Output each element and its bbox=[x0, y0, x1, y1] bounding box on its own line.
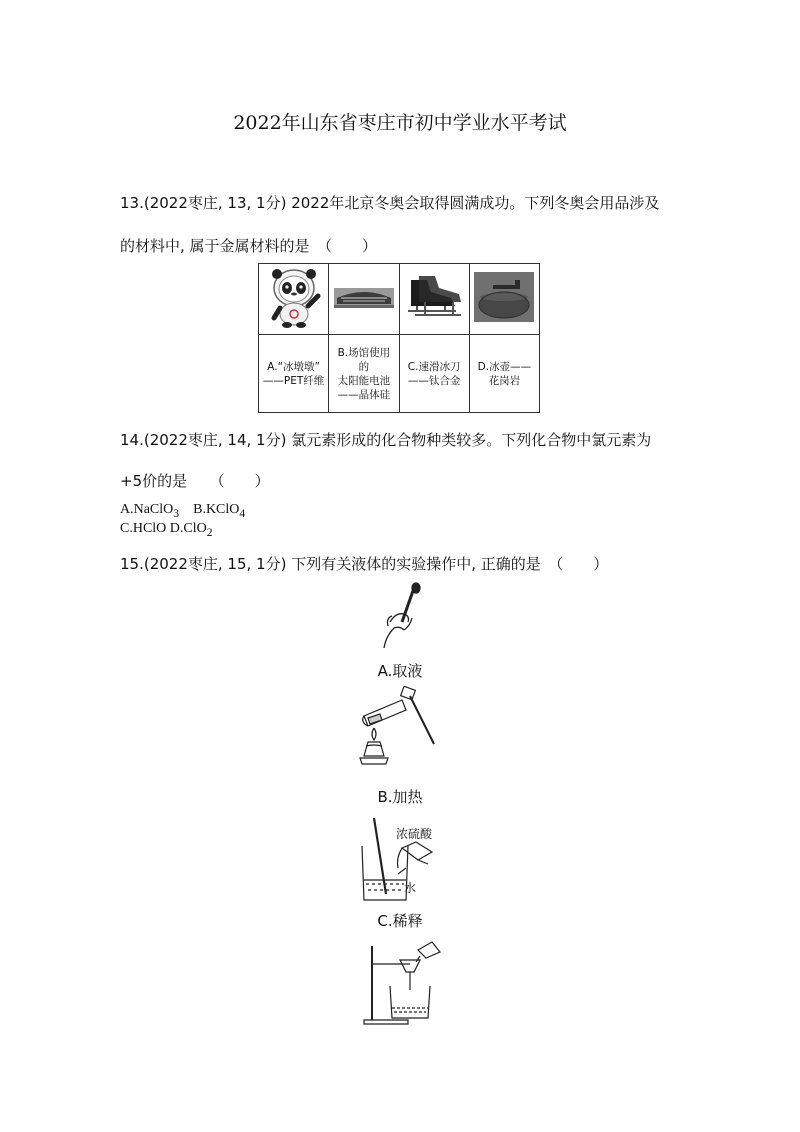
question-14-options-row-2 bbox=[120, 521, 213, 539]
option-b-caption: B.场馆使用 的 太阳能电池 ——晶体硅 bbox=[329, 335, 399, 413]
question-13-line-1: 13.(2022枣庄, 13, 1分) 2022年北京冬奥会取得圆满成功。下列冬奥会用品涉及 bbox=[120, 194, 660, 212]
option-b: B.KClO$_4$ bbox=[193, 502, 246, 520]
option-c-caption: C.速滑冰刀 ——钛合金 bbox=[399, 335, 469, 413]
option-c: C.HClO bbox=[120, 521, 167, 536]
option-d: D.ClO$_2$ bbox=[169, 521, 213, 539]
solar-panel-venue-icon bbox=[333, 280, 395, 314]
materials-table bbox=[258, 263, 540, 413]
option-a-caption: A.“冰墩墩” ——PET纤维 bbox=[259, 335, 329, 413]
figure-a-caption: A.取液 bbox=[377, 662, 423, 680]
option-d-caption: D.冰壶—— 花岗岩 bbox=[469, 335, 539, 413]
dilution-figure bbox=[352, 812, 452, 904]
question-15-line-1: 15.(2022枣庄, 15, 1分) 下列有关液体的实验操作中, 正确的是 （ ） bbox=[120, 555, 609, 573]
question-14-line-1: 14.(2022枣庄, 14, 1分) 氯元素形成的化合物种类较多。下列化合物中氯元素为 bbox=[120, 431, 652, 449]
option-a-image-cell bbox=[259, 264, 329, 335]
option-c-image-cell bbox=[399, 264, 469, 335]
acid-label: 浓硫酸 bbox=[396, 827, 433, 841]
dropper-figure bbox=[370, 582, 440, 648]
bing-dwen-dwen-mascot-icon bbox=[266, 266, 322, 328]
question-14-line-2: +5价的是 （ ） bbox=[120, 472, 270, 490]
water-label: 水 bbox=[404, 881, 417, 895]
filtration-figure bbox=[360, 936, 450, 1026]
speed-skate-icon bbox=[405, 274, 463, 320]
option-d-image-cell bbox=[469, 264, 539, 335]
figure-c-caption: C.稀释 bbox=[377, 912, 423, 930]
option-a: A.NaClO$_3$ bbox=[120, 502, 180, 520]
page-title: 2022年山东省枣庄市初中学业水平考试 bbox=[233, 112, 567, 134]
question-14-options-row-1 bbox=[120, 502, 245, 520]
option-b-image-cell bbox=[329, 264, 399, 335]
question-13-line-2: 的材料中, 属于金属材料的是 （ ） bbox=[120, 237, 378, 255]
figure-b-caption: B.加热 bbox=[377, 788, 423, 806]
curling-stone-icon bbox=[473, 271, 535, 323]
heating-figure bbox=[350, 686, 450, 766]
